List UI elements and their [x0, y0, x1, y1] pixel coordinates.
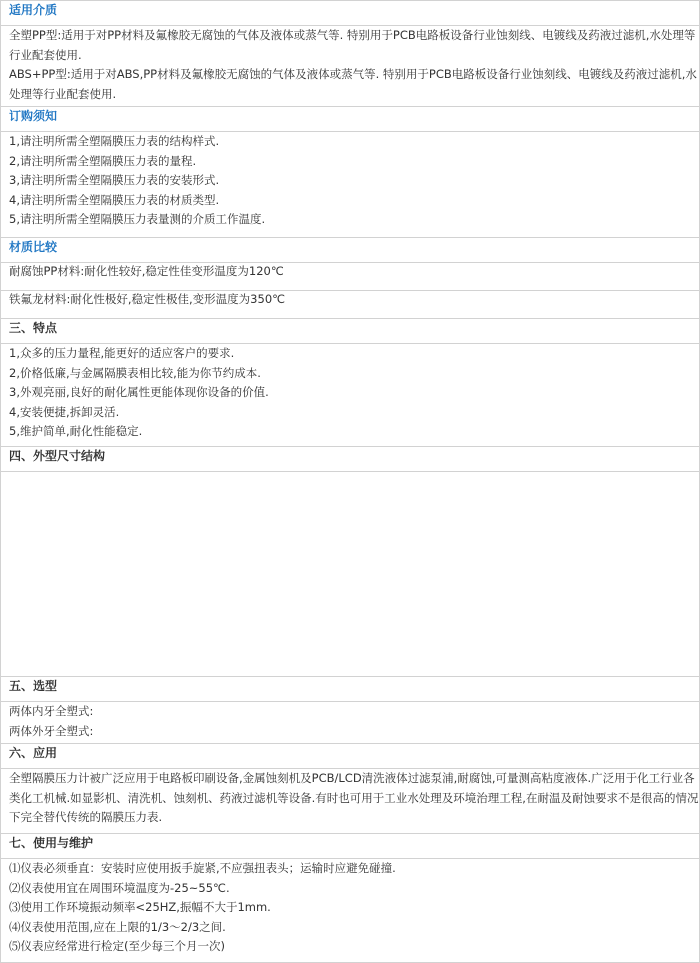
applicable-pp-paragraph: 全塑PP型:适用于对PP材料及氟橡胶无腐蚀的气体及液体或蒸气等. 特别用于PCB电路板设备行业蚀刻线、电镀线及药液过滤机,水处理等行业配套使用. — [9, 28, 696, 62]
ordering-item: 1,请注明所需全塑隔膜压力表的结构样式. — [9, 134, 220, 148]
feature-item: 4,安装便捷,拆卸灵活. — [9, 404, 120, 419]
section-header-dimensions — [1, 447, 700, 472]
section-title-application: 六、应用 — [9, 746, 58, 760]
section-header-application — [1, 744, 700, 769]
section-body-ordering — [1, 132, 700, 238]
section-title-maintenance: 七、使用与维护 — [9, 836, 94, 850]
materials-row-pp — [1, 263, 700, 291]
materials-pp-text: 耐腐蚀PP材料:耐化性较好,稳定性佳变形温度为120℃ — [9, 264, 284, 278]
section-title-materials: 材质比较 — [9, 240, 58, 254]
section-title-features: 三、特点 — [9, 321, 58, 335]
section-title-ordering: 订购须知 — [9, 109, 58, 123]
maintenance-item: ⑸仪表应经常进行检定(至少每三个月一次) — [9, 939, 225, 953]
section-header-materials — [1, 238, 700, 263]
maintenance-item: ⑴仪表必须垂直：安装时应使用扳手旋紧,不应强扭表头；运输时应避免碰撞. — [9, 861, 396, 875]
section-body-application — [1, 769, 700, 834]
section-header-applicable — [1, 1, 700, 26]
feature-item: 1,众多的压力量程,能更好的适应客户的要求. — [9, 346, 235, 360]
materials-row-ptfe — [1, 291, 700, 319]
feature-item: 3,外观亮丽,良好的耐化属性更能体现你设备的价值. — [9, 385, 269, 399]
section-title-applicable: 适用介质 — [9, 3, 58, 17]
feature-item: 2,价格低廉,与金属隔膜表相比较,能为你节约成本. — [9, 365, 261, 380]
selection-item: 两体内牙全塑式: — [9, 704, 94, 718]
feature-item: 5,维护简单,耐化性能稳定. — [9, 424, 143, 438]
application-text: 全塑隔膜压力计被广泛应用于电路板印刷设备,金属蚀刻机及PCB/LCD清洗液体过滤泵浦,耐腐蚀,可量测高粘度液体.广泛用于化工行业各类化工机械.如显影机、清洗机、蚀刻机、药液过滤机等设备.有时也可用于工业水处理及环境治理工程,在耐温及耐蚀要求不是很高的情况下完全替代传统的隔膜压力表. — [9, 771, 699, 824]
section-title-selection: 五、选型 — [9, 679, 58, 693]
ordering-item: 2,请注明所需全塑隔膜压力表的量程. — [9, 153, 197, 168]
maintenance-item: ⑶使用工作环境振动频率<25HZ,振幅不大于1mm. — [9, 900, 271, 914]
ordering-item: 5,请注明所需全塑隔膜压力表量测的介质工作温度. — [9, 212, 266, 226]
section-header-ordering — [1, 107, 700, 132]
section-body-maintenance — [1, 859, 700, 963]
ordering-item: 4,请注明所需全塑隔膜压力表的材质类型. — [9, 192, 220, 207]
selection-item: 两体外牙全塑式: — [9, 723, 94, 738]
maintenance-item: ⑷仪表使用范围,应在上限的1/3～2/3之间. — [9, 919, 226, 934]
ordering-item: 3,请注明所需全塑隔膜压力表的安装形式. — [9, 173, 220, 187]
dimensions-image-area — [1, 472, 700, 677]
section-body-selection — [1, 702, 700, 744]
section-title-dimensions: 四、外型尺寸结构 — [9, 449, 106, 463]
section-header-maintenance — [1, 834, 700, 859]
section-body-features — [1, 344, 700, 447]
section-header-features — [1, 319, 700, 344]
section-body-applicable — [1, 26, 700, 107]
section-header-selection — [1, 677, 700, 702]
maintenance-item: ⑵仪表使用宜在周围环境温度为-25~55℃. — [9, 880, 230, 895]
applicable-abs-pp-paragraph: ABS+PP型:适用于对ABS,PP材料及氟橡胶无腐蚀的气体及液体或蒸气等. 特别用于PCB电路板设备行业蚀刻线、电镀线及药液过滤机,水处理等行业配套使用. — [9, 67, 697, 101]
materials-ptfe-text: 铁氟龙材料:耐化性极好,稳定性极佳,变形温度为350℃ — [9, 292, 286, 306]
